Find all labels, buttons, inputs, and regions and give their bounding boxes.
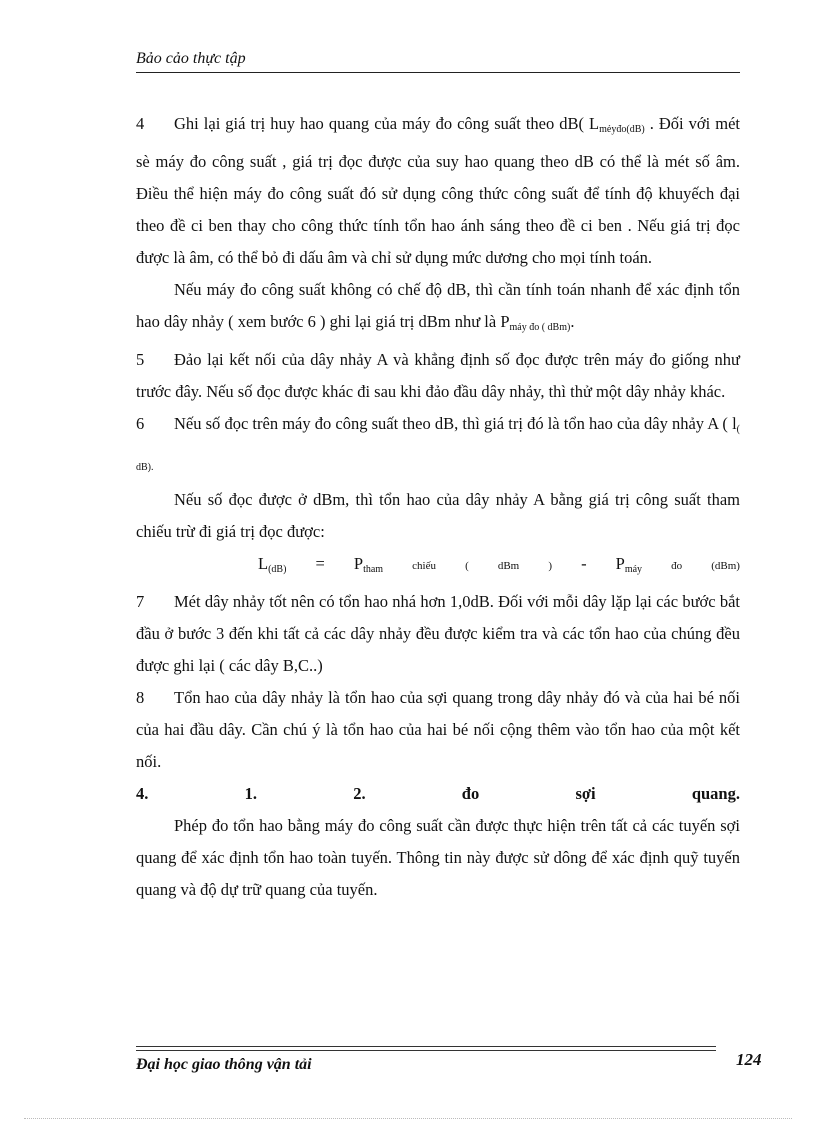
equation-term: chiếu (412, 560, 436, 572)
heading-word: 1. (244, 784, 257, 803)
heading-word: 2. (353, 784, 366, 803)
equation-term: (dBm) (711, 560, 740, 572)
step-text: Tổn hao của dây nhảy là tổn hao của sợi quang trong dây nhảy đó và của hai bé nối của hai đầu dây. Cần chú ý là tổn hao của hai bé nối cộng thêm vào tổn hao của một kết nối. (136, 688, 740, 771)
step-text: Mét dây nhảy tốt nên có tổn hao nhá hơn 1,0dB. Đối với mỗi dây lặp lại các bước bắt đầu ở bước 3 đến khi tất cả các dây nhảy đều được kiểm tra và các tổn hao của chúng đều được ghi lại ( các dây B,C..) (136, 592, 740, 675)
subscript: mẻyđo(dB) (599, 124, 645, 135)
step-number: 8 (136, 688, 145, 707)
equation-term: ) (548, 560, 552, 572)
equation-term: dBm (497, 560, 520, 572)
final-paragraph (136, 810, 740, 906)
step-8-paragraph (136, 682, 740, 778)
section-heading (136, 778, 740, 810)
loss-equation (136, 548, 740, 586)
paragraph-text: . (570, 312, 575, 331)
step-7-paragraph (136, 586, 740, 682)
step-text: Đảo lại kết nối của dây nhảy A và khẳng định số đọc được trên máy đo giống như trước đây. Nếu số đọc được khác đi sau khi đảo đầu dây nhảy, thì thử một dây nhảy khác. (136, 350, 740, 401)
subscript: ( dB). (136, 424, 740, 473)
heading-word: 4. (136, 784, 149, 803)
step-4-paragraph (136, 108, 740, 274)
document-body (136, 108, 740, 906)
page-bottom-border (24, 1118, 792, 1119)
step-6-note-paragraph (136, 484, 740, 548)
equation-term: $P_{tham}$ (353, 554, 384, 575)
header-title: Bảo cảo thực tập (136, 50, 246, 67)
step-number: 4 (136, 114, 145, 133)
page-header (136, 48, 740, 73)
step-text: . Đối với mét sè máy đo công suất , giá trị đọc được của suy hao quang theo dB có thể là mét số âm. Điều thể hiện máy đo công suất đó sử dụng công thức công suất để tính độ khuyếch đại theo đề ci ben thay cho công thức tính tổn hao ánh sáng theo đề ci ben . Nếu giá trị đọc được là âm, có thể bỏ đi dấu âm và chỉ sử dụng mức dương cho mọi tính toán. (136, 114, 740, 267)
paragraph-text: Phép đo tổn hao bằng máy đo công suất cần được thực hiện trên tất cả các tuyến sợi quang để xác định tổn hao toàn tuyến. Thông tin này được sử dông để xác định quỹ tuyến quang và độ dự trữ quang của tuyến. (136, 816, 740, 899)
step-6-paragraph (136, 408, 740, 484)
equation-term: đo (671, 560, 683, 572)
heading-word: quang. (691, 784, 740, 803)
subscript: máy đo ( dBm) (509, 322, 571, 333)
step-4-note-paragraph (136, 274, 740, 344)
equation-term: $P_{máy}$ (615, 554, 643, 575)
heading-word: sợi (575, 784, 596, 803)
step-number: 7 (136, 592, 145, 611)
heading-word: đo (461, 784, 480, 803)
step-text: Nếu số đọc trên máy đo công suất theo dB, thì giá trị đó là tổn hao của dây nhảy A ( l (174, 414, 737, 433)
step-text: Ghi lại giá trị huy hao quang của máy đo công suất theo dB( L (174, 114, 600, 133)
step-number: 5 (136, 350, 145, 369)
footer-school: Đại học giao thông vận tải (136, 1056, 312, 1073)
step-number: 6 (136, 414, 145, 433)
page-number: 124 (736, 1050, 762, 1069)
paragraph-text: Nếu máy đo công suất không có chế độ dB, thì cần tính toán nhanh để xác định tổn hao dây nhảy ( xem bước 6 ) ghi lại giá trị dBm như là P (136, 280, 740, 331)
footer-divider (136, 1046, 716, 1051)
step-5-paragraph (136, 344, 740, 408)
equation-term: ( (465, 560, 469, 572)
equation-term: - (581, 554, 587, 573)
equation-term: = (315, 554, 325, 573)
equation-term: $L_{(dB)}$ (258, 554, 287, 575)
paragraph-text: Nếu số đọc được ở dBm, thì tổn hao của dây nhảy A bằng giá trị công suất tham chiếu trừ đi giá trị đọc được: (136, 490, 740, 541)
